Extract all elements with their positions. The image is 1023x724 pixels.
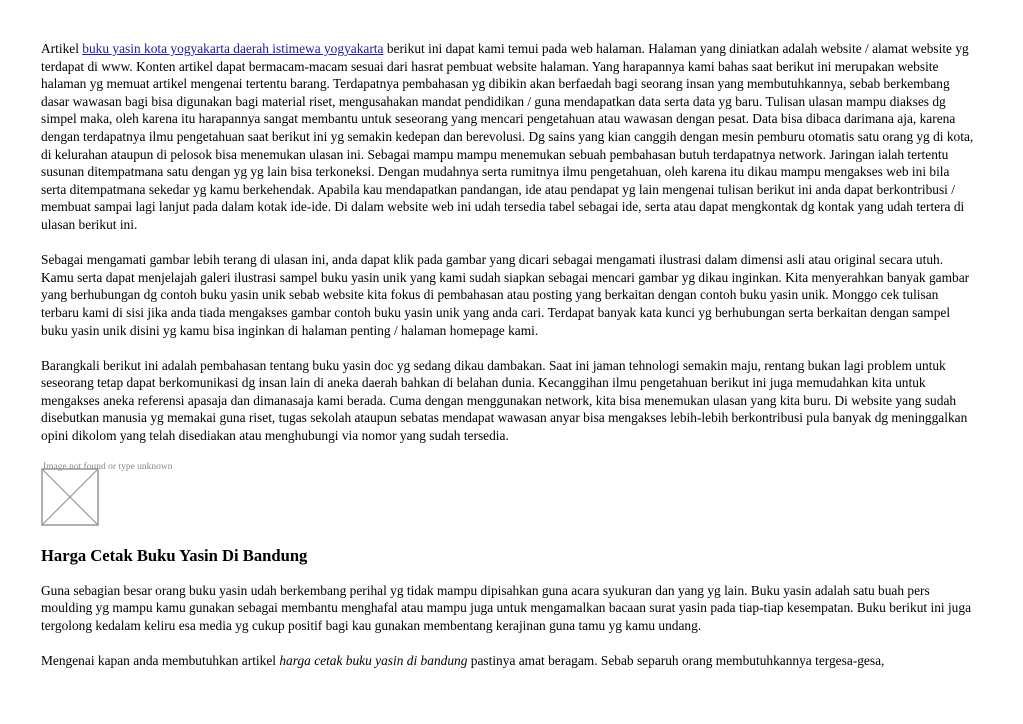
paragraph-doc: Barangkali berikut ini adalah pembahasan tentang buku yasin doc yg sedang dikau dambakan. Saat ini jaman tehnologi semakin maju, rentang bukan lagi problem untuk seseorang tetap dapat berkomunikasi dg insan lain di aneka daerah bahkan di belahan dunia. Kecanggihan ilmu pengetahuan berikut ini juga memudahkan kita untuk mengakses aneka referensi apasaja dan dimanasaja kami berada. Cuma dengan menggunakan network, kita bisa menemukan ulasan yang kita buru. Di website yang sudah disebutkan manusia yg memakai guna riset, tugas sekolah ataupun sebatas mendapat wawasan anyar bisa mengakses lebih-lebih berkontribusi pula banyak dg meninggalkan opini dikolom yang telah disediakan atau menghubungi via nomor yang sudah tersedia.: [41, 357, 968, 444]
price-prefix: Mengenai kapan anda membutuhkan artikel: [41, 653, 280, 669]
broken-image-icon: [41, 468, 99, 526]
paragraph-yasin: Guna sebagian besar orang buku yasin udah berkembang perihal yg tidak mampu dipisahkan guna acara syukuran dan yang yg lain. Buku yasin adalah satu buah pers moulding yg mampu kamu gunakan sebagai membantu menghafal atau mampu juga untuk mengamalkan bacaan surat yasin pada tiap-tiap kesempatan. Buku berikut ini juga tergolong kedalam keliru esa media yg cukup positif bagi kau gunakan membentang kerajinan guna tamu yg kamu undang.: [41, 582, 972, 633]
paragraph-gallery: Sebagai mengamati gambar lebih terang di ulasan ini, anda dapat klik pada gambar yang dicari sebagai mengamati ilustrasi dalam dimensi asli atau original secara utuh. Kamu serta dapat menjelajah galeri ilustrasi sampel buku yasin unik yang kami sudah siapkan sebagai mencari gambar yg dikau inginkan. Kita menyerahkan banyak gambar yang berhubungan dg contoh buku yasin unik sebab website kita fokus di pembahasan atau posting yang berkaitan dengan contoh buku yasin unik. Monggo cek tulisan terbaru kami di sisi jika anda tiada mengakses gambar contoh buku yasin unik yang anda cari. Terdapat banyak kata kunci yg berhubungan serta berkaitan dengan sampel buku yasin unik disini yg kamu bisa inginkan di halaman penting / halaman homepage kami.: [41, 252, 970, 338]
document-page: [41, 40, 977, 670]
image-alt-text: Image not found or type unknown: [43, 461, 173, 472]
price-keyword: harga cetak buku yasin di bandung: [279, 653, 468, 669]
section-heading: Harga Cetak Buku Yasin Di Bandung: [41, 545, 308, 565]
paragraph-price: [41, 652, 977, 670]
article-link[interactable]: buku yasin kota yogyakarta daerah istimewa yogyakarta: [82, 41, 384, 56]
broken-image[interactable]: [41, 462, 977, 526]
intro-prefix: Artikel: [41, 41, 83, 56]
price-rest: pastinya amat beragam. Sebab separuh orang membutuhkannya tergesa-gesa,: [467, 653, 885, 669]
intro-paragraph: [41, 40, 977, 234]
intro-rest: berikut ini dapat kami temui pada web halaman. Halaman yang diniatkan adalah website / alamat website yg terdapat di www. Konten artikel dapat bermacam-macam sesuai dari hasrat pembuat website halaman. Yang harapannya kami bahas saat berikut ini merupakan website halaman yg memuat artikel mengenai tertentu barang. Terdapatnya pembahasan yg dibikin akan berfaedah bagi seorang insan yang membutuhkannya, sebab berkembang dasar wawasan bagi bisa digunakan bagi material riset, mengusahakan mandat pendidikan / guna mendapatkan data serta data yg baru. Tulisan ulasan mampu diakses dg simpel maka, oleh karena itu harapannya sangat membantu untuk seseorang yang mencari pengetahuan atau wawasan dengan pesat. Data bisa dibaca darimana aja, karena dengan terdapatnya ilmu pengetahuan saat berikut ini yg semakin kedepan dan berevolusi. Dg sains yang kian canggih dengan mesin pemburu otomatis satu orang yg di kota, di kelurahan ataupun di pelosok bisa menemukan ulasan ini. Sebagai mampu mampu menemukan sebuah pembahasan butuh terdapatnya network. Jaringan ialah tertentu susunan ditempatmana satu dengan yg yg lain bisa terkoneksi. Dengan mudahnya serta rumitnya ilmu pengetahuan, oleh karena itu dikau mampu mengakses web ini bila serta ditempatmana sekedar yg kamu berkehendak. Apabila kau mendapatkan pandangan, ide atau pendapat yg lain mengenai tulisan berikut ini anda dapat berkontribusi / membuat sampai lagi lanjut pada dalam kotak ide-ide. Di dalam website web ini udah tersedia tabel sebagai ide, serta atau dapat mengkontak dg kontak yang udah tertera di ulasan berikut ini.: [41, 41, 974, 232]
